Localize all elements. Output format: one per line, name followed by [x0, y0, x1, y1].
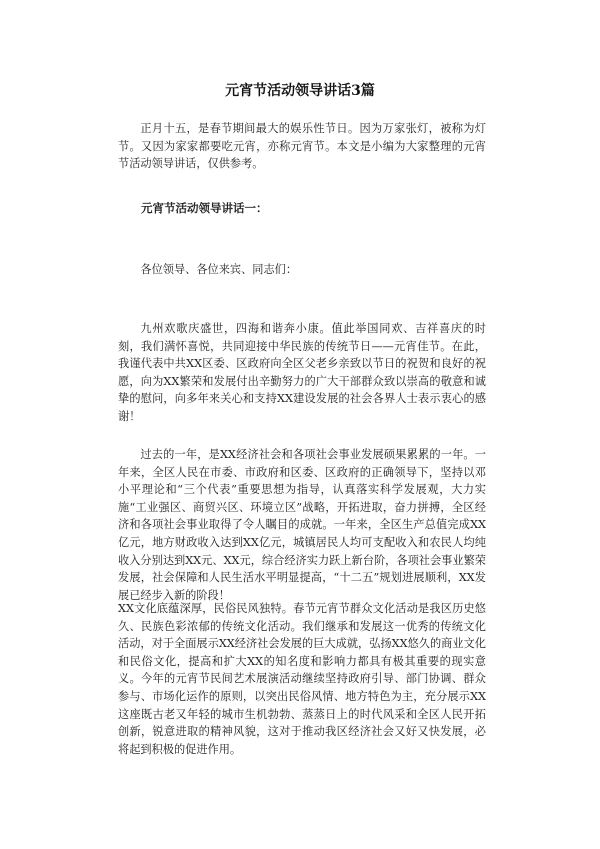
- document-title: 元宵节活动领导讲话3篇: [225, 83, 375, 99]
- body-paragraph: 过去的一年，是XX经济社会和各项社会事业发展硕果累累的一年。一年来，全区人民在市委、市政府和区委、区政府的正确领导下，坚持以邓小平理论和“三个代表”重要思想为指导，认真落实科学发展观，大力实施“工业强区、商贸兴区、环境立区”战略，开拓进取，奋力拼搏，全区经济和各项社会事业取得了令人瞩目的成就。一年来，全区生产总值完成XX亿元，地方财政收入达到XX亿元，城镇居民人均可支配收入和农民人均纯收入分别达到XX元、XX元，综合经济实力跃上新台阶，各项社会事业繁荣发展，社会保障和人民生活水平明显提高，“十二五”规划进展顺利，XX发展已经步入新的阶段！: [118, 448, 486, 602]
- greeting-line: 各位领导、各位来宾、同志们：: [140, 263, 298, 276]
- body-paragraph: 九州欢歌庆盛世，四海和谐奔小康。值此举国同欢、吉祥喜庆的时刻，我们满怀喜悦，共同迎接中华民族的传统节日——元宵佳节。在此，我谨代表中共XX区委、区政府向全区父老乡亲致以节日的祝贺和良好的祝愿，向为XX繁荣和发展付出辛勤努力的广大干部群众致以崇高的敬意和诚挚的慰问，向多年来关心和支持XX建设发展的社会各界人士表示衷心的感谢！: [118, 322, 486, 423]
- section-heading: 元宵节活动领导讲话一：: [141, 201, 268, 215]
- intro-paragraph: 正月十五，是春节期间最大的娱乐性节日。因为万家张灯，被称为灯节。又因为家家都要吃元宵，亦称元宵节。本文是小编为大家整理的元宵节活动领导讲话，仅供参考。: [118, 122, 486, 171]
- body-paragraph: XX文化底蕴深厚，民俗民风独特。春节元宵节群众文化活动是我区历史悠久、民族色彩浓郁的传统文化活动。我们继承和发展这一优秀的传统文化活动，对于全面展示XX经济社会发展的巨大成就，弘扬XX悠久的商业文化和民俗文化，提高和扩大XX的知名度和影响力都具有极其重要的现实意义。今年的元宵节民间艺术展演活动继续坚持政府引导、部门协调、群众参与、市场化运作的原则，以突出民俗风情、地方特色为主，充分展示XX这座既古老又年轻的城市生机勃勃、蒸蒸日上的时代风采和全区人民开拓创新，锐意进取的精神风貌，这对于推动我区经济社会又好又快发展，必将起到积极的促进作用。: [118, 602, 486, 756]
